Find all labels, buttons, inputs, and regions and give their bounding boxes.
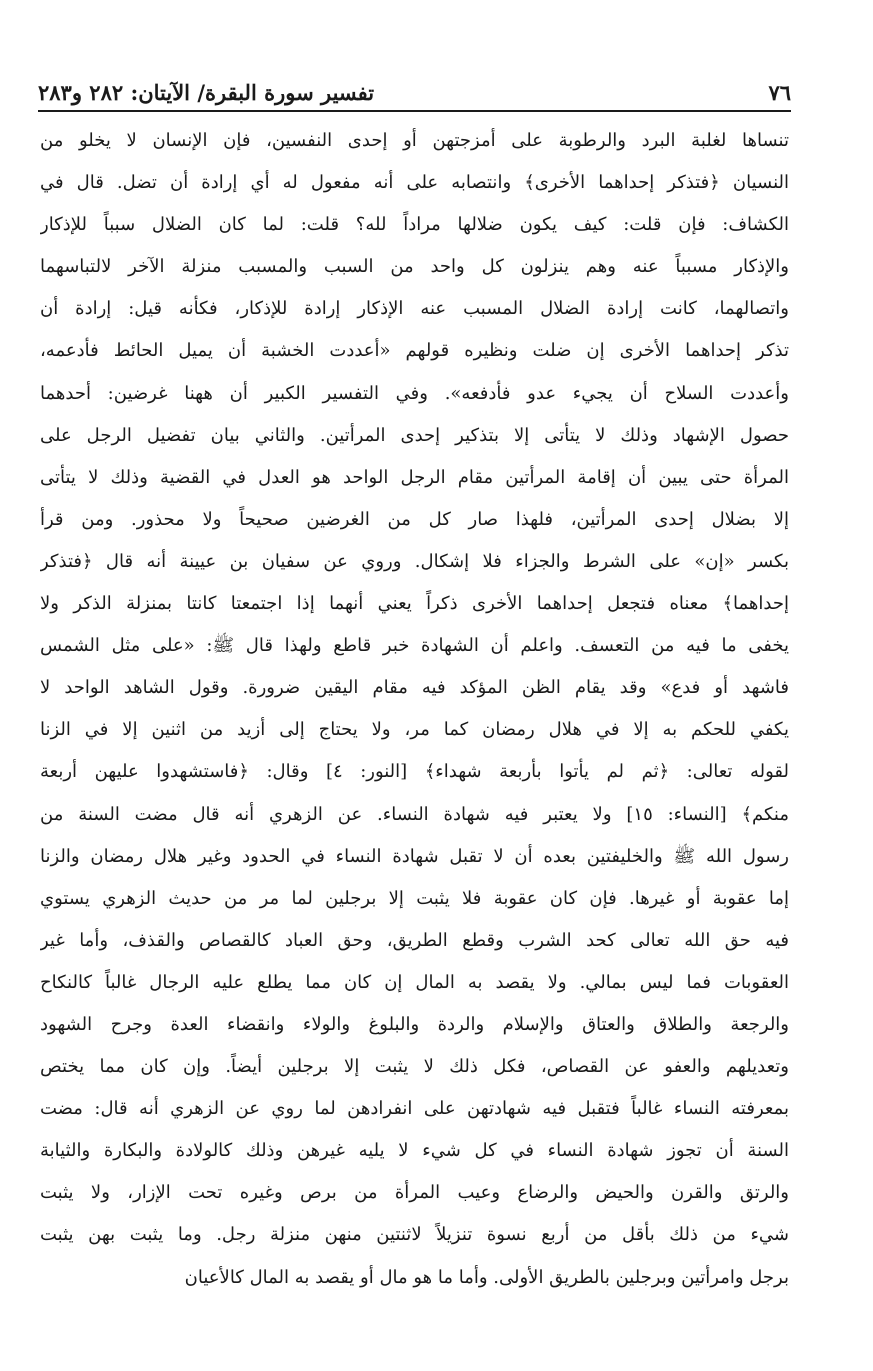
text-line: فيه حق الله تعالى كحد الشرب وقطع الطريق، وحق العباد كالقصاص والقذف، وأما غير (40, 929, 789, 951)
text-line: شيء من ذلك بأقل من أربع نسوة تنزيلاً لاثنتين منهن منزلة رجل. وما يثبت بهن يثبت (40, 1224, 789, 1246)
text-line: النسيان ﴿فتذكر إحداهما الأخرى﴾ وانتصابه على أنه مفعول له أي إرادة أن تضل. قال في (40, 172, 789, 194)
running-title: تفسير سورة البقرة/ الآيتان: ٢٨٢ و٢٨٣ (38, 79, 375, 105)
page-header (38, 76, 791, 108)
text-line: الكشاف: فإن قلت: كيف يكون ضلالها مراداً لله؟ قلت: لما كان الضلال سبباً للإذكار (40, 214, 789, 236)
text-line: واتصالهما، كانت إرادة الضلال المسبب عنه الإذكار إرادة للإذكار، فكأنه قيل: إرادة أن (40, 298, 789, 320)
text-line: يخفى ما فيه من التعسف. واعلم أن الشهادة خبر قاطع ولهذا قال ﷺ: «على مثل الشمس (40, 635, 789, 657)
text-line: حصول الإشهاد وذلك لا يتأتى إلا بتذكير إحدى المرأتين. والثاني بيان تفضيل الرجل على (40, 424, 789, 446)
text-line: وتعديلهم والعفو عن القصاص، فكل ذلك لا يثبت إلا برجلين أيضاً. وإن كان مما يختص (40, 1056, 789, 1078)
text-line: وأعددت السلاح أن يجيء عدو فأدفعه». وفي التفسير الكبير أن ههنا غرضين: أحدهما (40, 382, 789, 404)
body-text (40, 120, 789, 1299)
text-line: منكم﴾ [النساء: ١٥] ولا يعتبر فيه شهادة النساء. عن الزهري أنه قال مضت السنة من (40, 803, 789, 825)
text-line: بكسر «إن» على الشرط والجزاء فلا إشكال. وروي عن سفيان بن عيينة أنه قال ﴿فتذكر (40, 550, 789, 572)
text-line: العقوبات فما ليس بمالي. ولا يقصد به المال إن كان مما يطلع عليه الرجال غالباً كالنكاح (40, 971, 789, 993)
text-line: إحداهما﴾ معناه فتجعل إحداهما الأخرى ذكراً يعني أنهما إذا اجتمعتا كانتا بمنزلة الذكر ولا (40, 593, 789, 615)
text-line: السنة أن تجوز شهادة النساء في كل شيء لا يليه غيرهن وذلك كالولادة والبكارة والثيابة (40, 1140, 789, 1162)
text-line: إلا بضلال إحدى المرأتين، فلهذا صار كل من الغرضين صحيحاً ولا محذور. ومن قرأ (40, 508, 789, 530)
text-line: المرأة حتى يبين أن إقامة المرأتين مقام الرجل الواحد هو العدل في القضية وذلك لا يتأتى (40, 466, 789, 488)
text-line: فاشهد أو فدع» وقد يقام الظن المؤكد فيه مقام اليقين ضرورة. وقول الشاهد الواحد لا (40, 677, 789, 699)
text-line: بمعرفته النساء غالباً فتقبل فيه شهادتهن على انفرادهن لما روي عن الزهري أنه قال: مضت (40, 1098, 789, 1120)
page-number: ٧٦ (768, 79, 791, 105)
text-line: رسول الله ﷺ والخليفتين بعده أن لا تقبل شهادة النساء في الحدود وغير هلال رمضان والزنا (40, 845, 789, 867)
text-line: برجل وامرأتين وبرجلين بالطريق الأولى. وأما ما هو مال أو يقصد به المال كالأعيان (184, 1266, 789, 1288)
text-line: والرتق والقرن والحيض والرضاع وعيب المرأة من برص وغيره تحت الإزار، ولا يثبت (40, 1182, 789, 1204)
text-line: لقوله تعالى: ﴿ثم لم يأتوا بأربعة شهداء﴾ [النور: ٤] وقال: ﴿فاستشهدوا عليهن أربعة (40, 761, 789, 783)
header-rule (38, 110, 791, 112)
text-line: إما عقوبة أو غيرها. فإن كان عقوبة فلا يثبت إلا برجلين لما مر من حديث الزهري يستوي (40, 887, 789, 909)
text-line: والإذكار مسبباً عنه وهم ينزلون كل واحد من السبب والمسبب منزلة الآخر لالتباسهما (40, 256, 789, 278)
text-line: والرجعة والطلاق والعتاق والإسلام والردة والبلوغ والولاء وانقضاء العدة وجرح الشهود (40, 1013, 789, 1035)
text-line: تذكر إحداهما الأخرى إن ضلت ونظيره قولهم «أعددت الخشبة أن يميل الحائط فأدعمه، (40, 340, 789, 362)
text-line: يكفي للحكم به إلا في هلال رمضان كما مر، ولا يحتاج إلى أزيد من اثنين إلا في الزنا (40, 719, 789, 741)
text-line: تنساها لغلبة البرد والرطوبة على أمزجتهن أو إحدى النفسين، فإن الإنسان لا يخلو من (40, 130, 789, 151)
